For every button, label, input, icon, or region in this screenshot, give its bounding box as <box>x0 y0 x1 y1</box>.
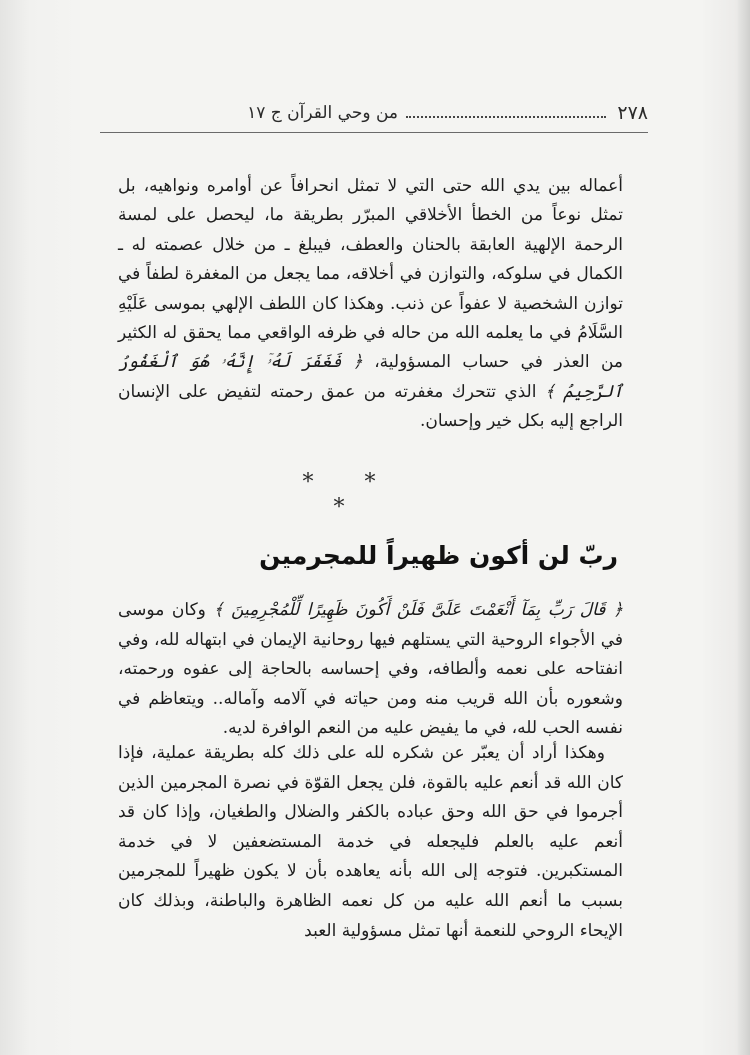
section-separator: * * * <box>302 470 398 520</box>
page-number: ٢٧٨ <box>617 102 648 124</box>
section-heading: ربّ لن أكون ظهيراً للمجرمين <box>259 541 618 570</box>
section-paragraph-2-block <box>118 739 623 946</box>
section-paragraph-1-text: وكان موسى في الأجواء الروحية التي يستلهم فيها روحانية الإيمان في ابتهاله لله، وفي انفتاحه على نعمه وألطافه، وفي إحساسه بالحاجة إلى عفوه ورحمته، وشعوره بأن الله قريب منه ومن حياته في آلامه وآماله.. ويتعاظم في نفسه الحب لله، في ما يفيض عليه من النعم الوافرة لديه. <box>118 600 623 739</box>
page-edge-shadow <box>738 0 750 1055</box>
dotted-leader <box>406 116 606 118</box>
section-quran-quote: ﴿ قَالَ رَبِّ بِمَآ أَنْعَمْتَ عَلَىَّ فَلَنْ أَكُونَ ظَهِيرًا لِّلْمُجْرِمِينَ ﴾ <box>213 600 624 620</box>
intro-paragraph-block <box>118 172 623 437</box>
section-paragraph-2: وهكذا أراد أن يعبّر عن شكره لله على ذلك كله بطريقة عملية، فإذا كان الله قد أنعم عليه بالقوة، فلن يجعل القوّة في نصرة المجرمين الذين أجرموا في حق الله وحق عباده بالكفر والضلال والطغيان، وإذا كان قد أنعم عليه بالعلم فليجعله في خدمة المستضعفين لا في خدمة المستكبرين. فتوجه إلى الله بأنه يعاهده بأن لا يكون ظهيراً للمجرمين بسبب ما أنعم الله عليه من كل نعمه الظاهرة والباطنة، وبذلك كان الإيحاء الروحي للنعمة أنها تمثل مسؤولية العبد <box>118 743 623 941</box>
intro-tail-text: الذي تتحرك مغفرته من عمق رحمته لتفيض على الإنسان الراجع إليه بكل خير وإحسان. <box>118 381 623 432</box>
intro-quran-quote: ﴿ فَغَفَرَ لَهُۥٓ إِنَّهُۥ هُوَ ٱلْغَفُورُ ٱلرَّحِيمُ ﴾ <box>118 352 624 402</box>
section-paragraph-1-block <box>118 596 623 744</box>
section-paragraph-1 <box>118 596 623 744</box>
page-header <box>100 100 648 133</box>
intro-paragraph <box>118 172 623 437</box>
intro-text: أعماله بين يدي الله حتى التي لا تمثل انحرافاً عن أوامره ونواهيه، بل تمثل نوعاً من الخطأ الأخلاقي المبرّر بطريقة ما، ليحصل على لمسة الرحمة الإلهية العابقة بالحنان والعطف، فيبلغ ـ من خلال عصمته له ـ الكمال في سلوكه، والتوازن في أخلاقه، مما يجعل من المغفرة لطفاً في توازن الشخصية لا عفواً عن ذنب. وهكذا كان اللطف الإلهي بموسى عَلَيْهِ السَّلَامُ في ما يعلمه الله من حاله في ظرفه الواقعي مما يحقق له الكثير من العذر في حساب المسؤولية، <box>118 176 624 373</box>
running-title: من وحي القرآن ج ١٧ <box>247 103 398 123</box>
